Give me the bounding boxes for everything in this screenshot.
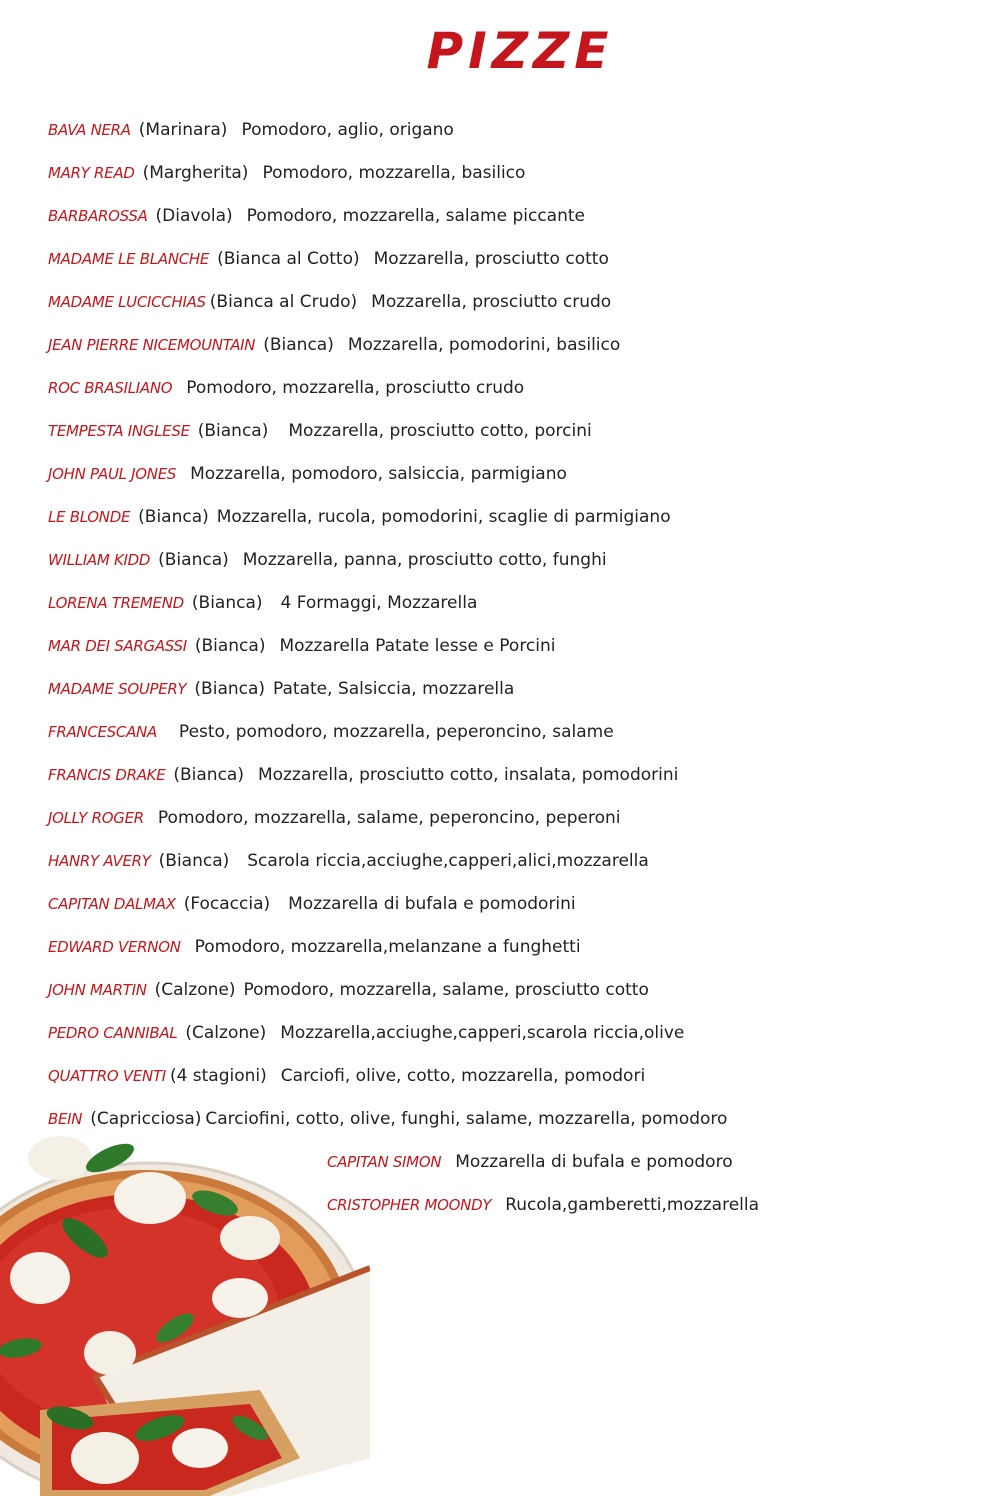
pizza-ingredients: Mozzarella Patate lesse e Porcini bbox=[279, 636, 556, 656]
menu-item bbox=[48, 805, 621, 831]
pizza-ingredients: Mozzarella, prosciutto crudo bbox=[371, 292, 612, 312]
pizza-ingredients: Mozzarella, prosciutto cotto bbox=[373, 249, 609, 269]
menu-item bbox=[48, 719, 614, 745]
pizza-ingredients: Mozzarella, pomodorini, basilico bbox=[347, 335, 621, 355]
page-title: PIZZE bbox=[426, 22, 614, 80]
menu-item bbox=[48, 418, 592, 444]
pizza-name: TEMPESTA INGLESE bbox=[48, 422, 190, 440]
menu-item bbox=[48, 461, 567, 487]
pizza-name: LE BLONDE bbox=[48, 508, 131, 526]
pizza-style: (Margherita) bbox=[142, 163, 249, 183]
pizza-style: (Bianca) bbox=[194, 636, 266, 656]
pizza-ingredients: Pomodoro, aglio, origano bbox=[241, 120, 454, 140]
pizza-style: (Bianca) bbox=[158, 851, 230, 871]
pizza-style: (Capricciosa) bbox=[90, 1109, 202, 1129]
pizza-ingredients: Pomodoro, mozzarella, salame, peperoncino, peperoni bbox=[157, 808, 621, 828]
menu-item bbox=[48, 117, 454, 143]
menu-item bbox=[48, 1020, 684, 1046]
pizza-style: (Bianca al Crudo) bbox=[209, 292, 358, 312]
pizza-name: CRISTOPHER MOONDY bbox=[327, 1196, 492, 1214]
pizza-name: BEIN bbox=[48, 1110, 83, 1128]
pizza-style: (Bianca al Cotto) bbox=[217, 249, 360, 269]
menu-item bbox=[48, 203, 585, 229]
menu-item bbox=[48, 547, 607, 573]
menu-item bbox=[48, 676, 514, 702]
pizza-ingredients: Mozzarella, rucola, pomodorini, scaglie di parmigiano bbox=[216, 507, 671, 527]
menu-item bbox=[48, 762, 678, 788]
pizza-name: CAPITAN SIMON bbox=[327, 1153, 442, 1171]
pizza-style: (Bianca) bbox=[194, 679, 266, 699]
pizza-name: BARBAROSSA bbox=[48, 207, 148, 225]
pizza-ingredients: 4 Formaggi, Mozzarella bbox=[280, 593, 478, 613]
pizza-ingredients: Mozzarella,acciughe,capperi,scarola riccia,olive bbox=[280, 1023, 685, 1043]
menu-item bbox=[48, 1063, 645, 1089]
pizza-style: (Bianca) bbox=[138, 507, 209, 527]
pizza-name: FRANCESCANA bbox=[48, 723, 157, 741]
pizza-ingredients: Patate, Salsiccia, mozzarella bbox=[273, 679, 515, 699]
pizza-name: BAVA NERA bbox=[48, 121, 131, 139]
pizza-name: JOHN MARTIN bbox=[48, 981, 147, 999]
menu-item bbox=[48, 289, 611, 315]
pizza-name: CAPITAN DALMAX bbox=[48, 895, 176, 913]
pizza-style: (4 stagioni) bbox=[169, 1066, 267, 1086]
pizza-name: MAR DEI SARGASSI bbox=[48, 637, 187, 655]
pizza-name: QUATTRO VENTI bbox=[48, 1067, 166, 1085]
pizza-ingredients: Mozzarella, pomodoro, salsiccia, parmigiano bbox=[190, 464, 567, 484]
pizza-name: PEDRO CANNIBAL bbox=[48, 1024, 178, 1042]
menu-item bbox=[48, 633, 556, 659]
menu-item bbox=[48, 934, 581, 960]
pizza-style: (Focaccia) bbox=[183, 894, 271, 914]
pizza-photo bbox=[0, 1128, 370, 1496]
pizza-style: (Bianca) bbox=[158, 550, 229, 570]
pizza-style: (Bianca) bbox=[173, 765, 244, 785]
pizza-style: (Bianca) bbox=[263, 335, 334, 355]
pizza-style: (Calzone) bbox=[185, 1023, 267, 1043]
pizza-style: (Bianca) bbox=[191, 593, 263, 613]
pizza-name: ROC BRASILIANO bbox=[48, 379, 173, 397]
menu-item bbox=[48, 504, 671, 530]
pizza-name: JOHN PAUL JONES bbox=[48, 465, 177, 483]
menu-item bbox=[48, 332, 620, 358]
pizza-ingredients: Carciofi, olive, cotto, mozzarella, pomodori bbox=[280, 1066, 646, 1086]
pizza-ingredients: Pomodoro, mozzarella,melanzane a funghetti bbox=[194, 937, 581, 957]
pizza-name: MADAME LE BLANCHE bbox=[48, 250, 210, 268]
pizza-ingredients: Scarola riccia,acciughe,capperi,alici,mozzarella bbox=[247, 851, 649, 871]
pizza-ingredients: Pomodoro, mozzarella, salame, prosciutto cotto bbox=[243, 980, 649, 1000]
menu-item bbox=[48, 848, 649, 874]
pizza-name: FRANCIS DRAKE bbox=[48, 766, 166, 784]
menu-item bbox=[48, 160, 525, 186]
pizza-ingredients: Pomodoro, mozzarella, basilico bbox=[262, 163, 526, 183]
pizza-name: MADAME SOUPERY bbox=[48, 680, 187, 698]
pizza-ingredients: Carciofini, cotto, olive, funghi, salame, mozzarella, pomodoro bbox=[205, 1109, 728, 1129]
menu-item bbox=[48, 375, 524, 401]
menu-item bbox=[48, 977, 649, 1003]
pizza-style: (Bianca) bbox=[197, 421, 269, 441]
pizza-ingredients: Pomodoro, mozzarella, salame piccante bbox=[246, 206, 585, 226]
pizza-name: JEAN PIERRE NICEMOUNTAIN bbox=[48, 336, 256, 354]
pizza-name: EDWARD VERNON bbox=[48, 938, 181, 956]
pizza-ingredients: Mozzarella, panna, prosciutto cotto, funghi bbox=[242, 550, 607, 570]
pizza-ingredients: Mozzarella, prosciutto cotto, insalata, pomodorini bbox=[257, 765, 679, 785]
pizza-style: (Marinara) bbox=[138, 120, 228, 140]
pizza-ingredients: Rucola,gamberetti,mozzarella bbox=[505, 1195, 760, 1215]
menu-item bbox=[48, 590, 477, 616]
pizza-style: (Diavola) bbox=[155, 206, 233, 226]
pizza-name: MARY READ bbox=[48, 164, 135, 182]
pizza-ingredients: Mozzarella, prosciutto cotto, porcini bbox=[288, 421, 592, 441]
menu-item bbox=[327, 1192, 759, 1218]
pizza-name: LORENA TREMEND bbox=[48, 594, 184, 612]
pizza-ingredients: Pomodoro, mozzarella, prosciutto crudo bbox=[186, 378, 525, 398]
pizza-ingredients: Mozzarella di bufala e pomodorini bbox=[288, 894, 576, 914]
menu-item bbox=[48, 246, 609, 272]
pizza-ingredients: Pesto, pomodoro, mozzarella, peperoncino, salame bbox=[178, 722, 614, 742]
pizza-ingredients: Mozzarella di bufala e pomodoro bbox=[455, 1152, 733, 1172]
menu-item bbox=[327, 1149, 733, 1175]
pizza-name: HANRY AVERY bbox=[48, 852, 151, 870]
pizza-style: (Calzone) bbox=[154, 980, 236, 1000]
pizza-name: MADAME LUCICCHIAS bbox=[48, 293, 206, 311]
menu-item bbox=[48, 891, 576, 917]
pizza-name: WILLIAM KIDD bbox=[48, 551, 151, 569]
pizza-name: JOLLY ROGER bbox=[48, 809, 144, 827]
